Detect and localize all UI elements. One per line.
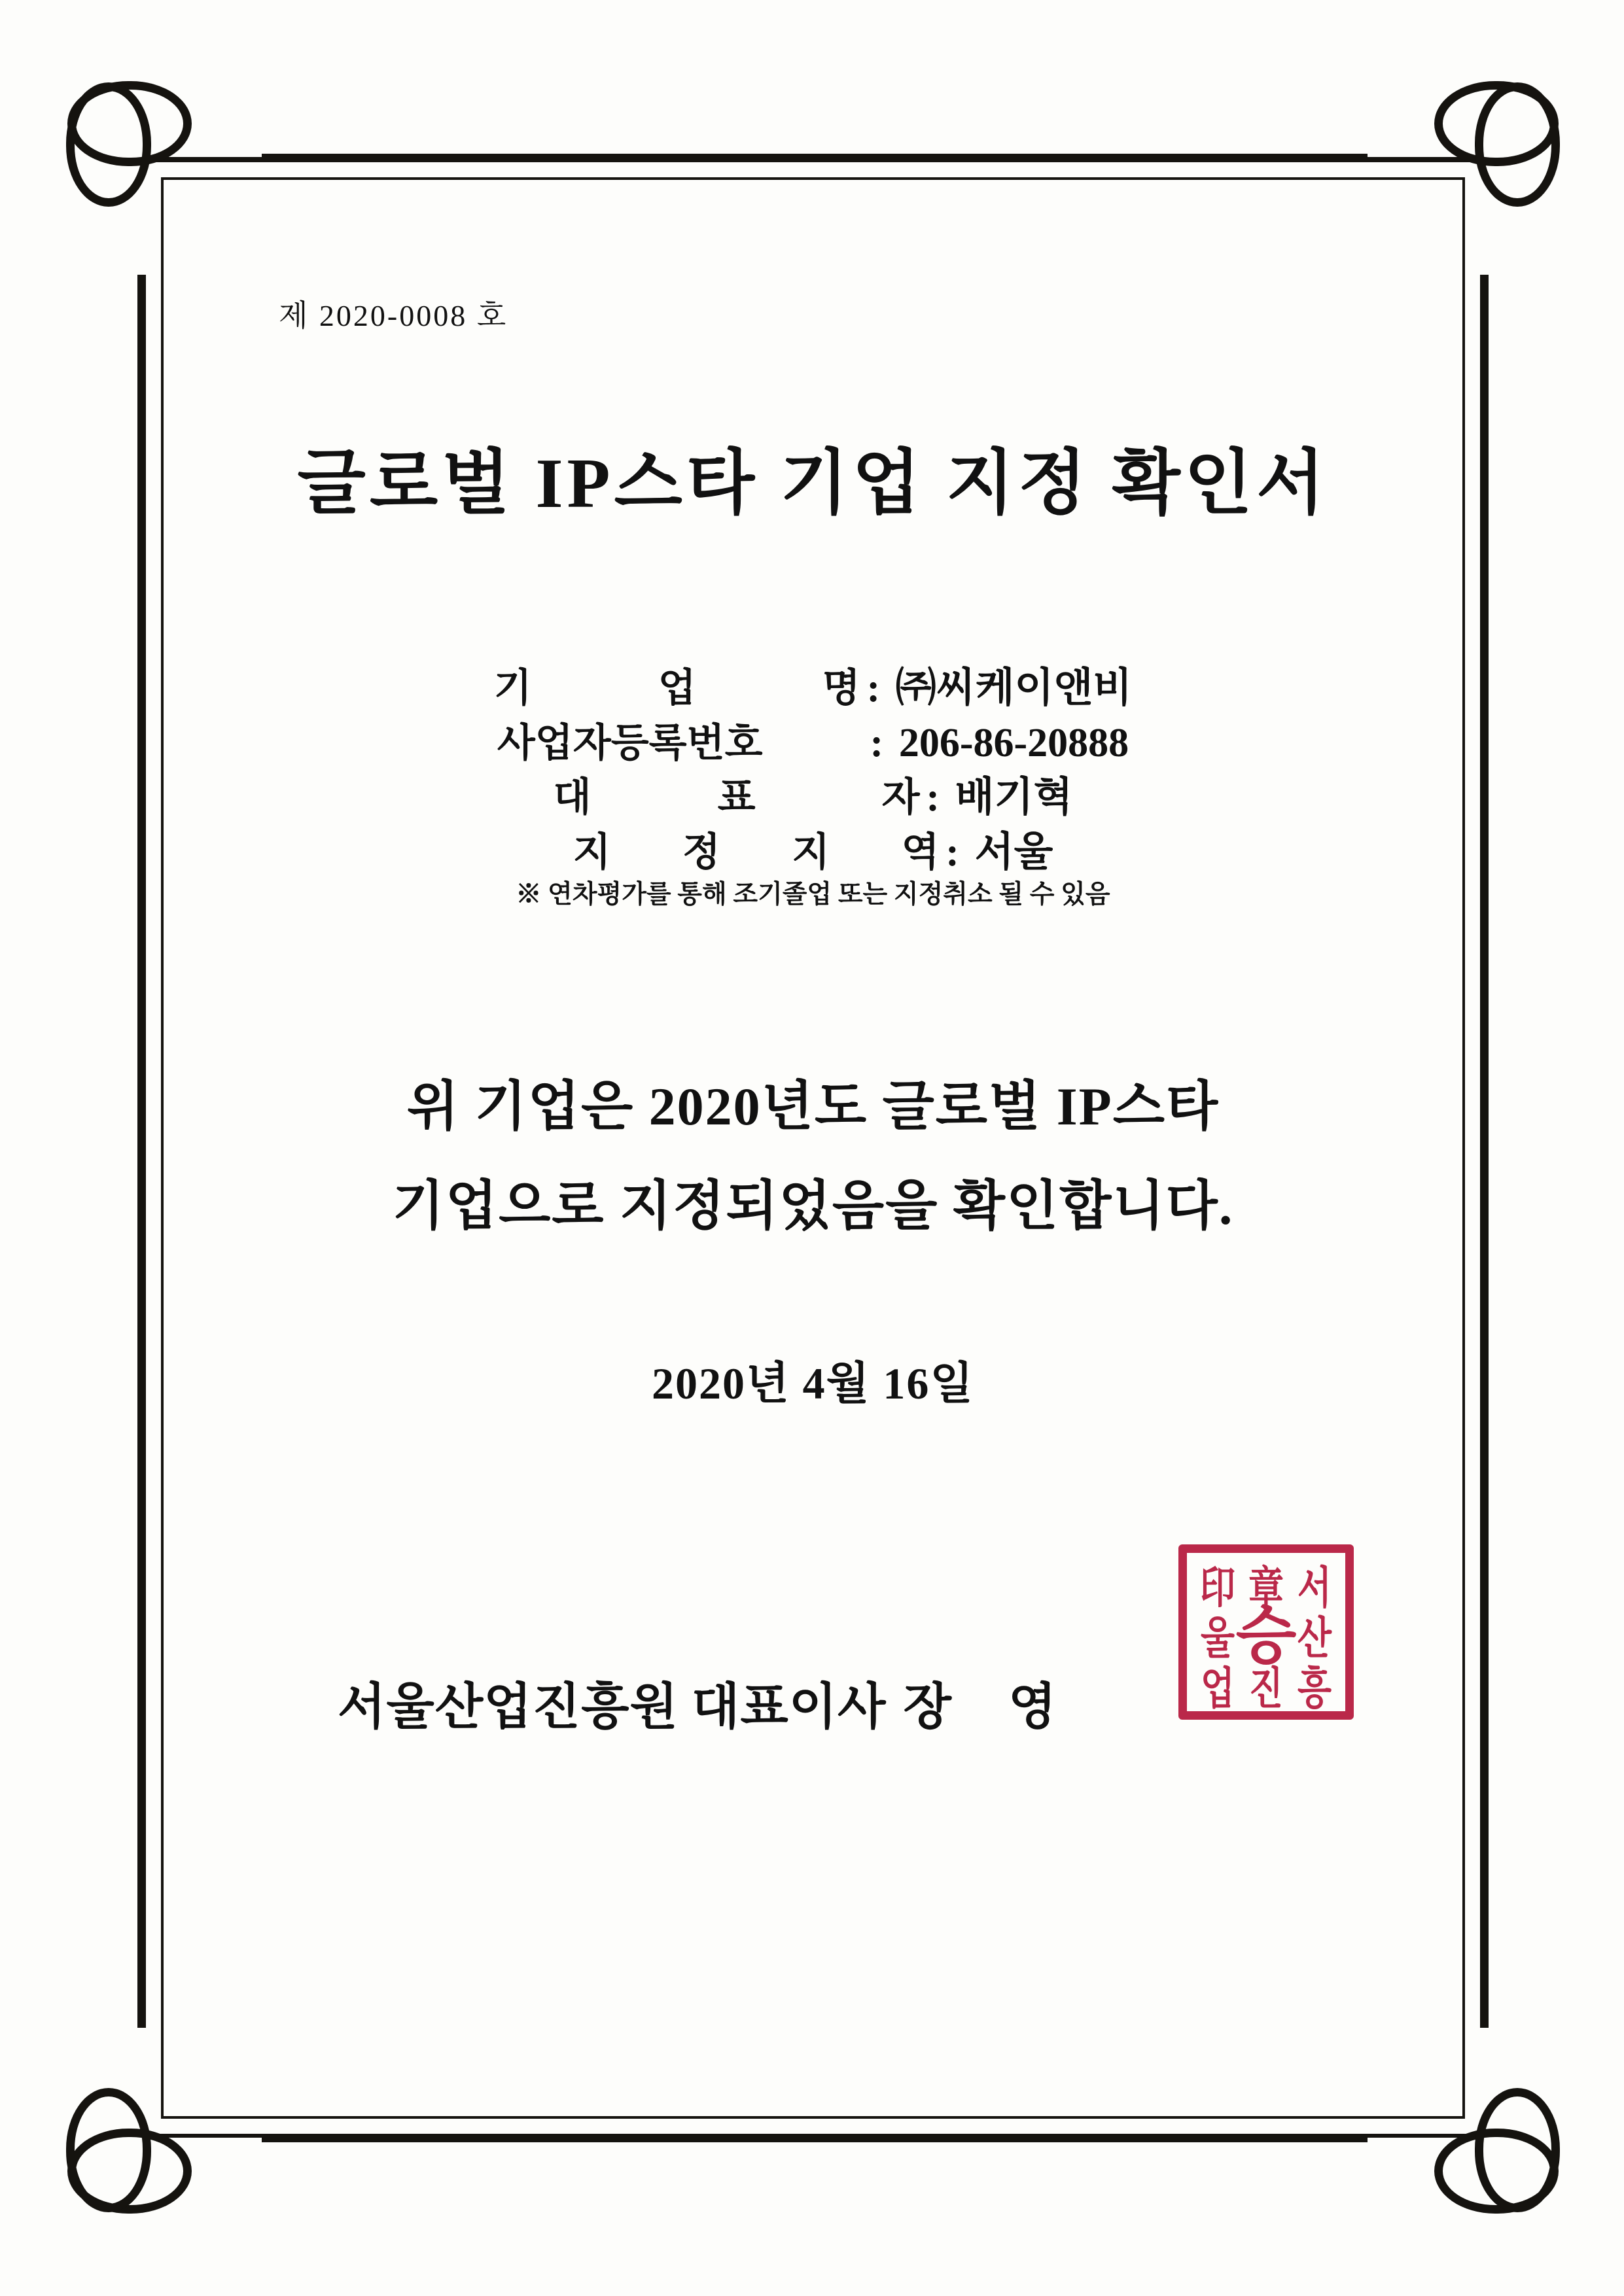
seal-char: 진 xyxy=(1248,1661,1284,1714)
certificate-title: 글로벌 IP스타 기업 지정 확인서 xyxy=(297,445,1329,523)
seal-char: 흥 xyxy=(1297,1661,1332,1714)
field-colon: : xyxy=(870,720,884,765)
body-line-2: 기업으로 지정되었음을 확인합니다. xyxy=(392,1175,1234,1236)
official-seal-stamp xyxy=(1178,1544,1354,1720)
field-value-business-number: 206-86-20888 xyxy=(898,720,1129,765)
field-colon: : xyxy=(926,775,940,820)
signature-line xyxy=(259,1610,1078,1795)
field-label: 지 정 지 역 xyxy=(573,831,940,875)
document-number: 제 2020-0008 호 xyxy=(279,299,508,332)
field-label: 대 표 자 xyxy=(553,776,920,820)
seal-char: 울 xyxy=(1200,1611,1235,1664)
body-line-1: 위 기업은 2020년도 글로벌 IP스타 xyxy=(406,1077,1220,1136)
certificate-content xyxy=(161,177,1465,2119)
seal-char: 업 xyxy=(1200,1661,1235,1714)
seal-char: 산 xyxy=(1297,1611,1332,1664)
certificate-body xyxy=(161,1057,1465,1255)
field-row-company-name xyxy=(494,661,1132,716)
field-label: 사업자등록번호 xyxy=(497,721,763,765)
field-value-region: 서울 xyxy=(974,830,1053,875)
seal-center-character: 승 xyxy=(1235,1600,1297,1671)
field-value-company-name: ㈜씨케이앤비 xyxy=(895,666,1133,710)
footnote: ※ 연차평가를 통해 조기졸업 또는 지정취소 될 수 있음 xyxy=(516,880,1110,909)
issue-date: 2020년 4월 16일 xyxy=(651,1359,975,1408)
field-colon: : xyxy=(866,666,881,710)
field-colon: : xyxy=(945,830,959,875)
seal-char: 印 xyxy=(1200,1561,1235,1614)
company-info-block xyxy=(161,661,1465,880)
signature-name: 장 영 xyxy=(903,1680,1079,1735)
field-value-representative: 배기혁 xyxy=(955,775,1073,820)
field-row-business-number xyxy=(497,716,1129,771)
seal-char: 章 xyxy=(1248,1561,1284,1614)
field-row-region xyxy=(573,826,1053,880)
field-label: 기 업 명 xyxy=(493,667,860,710)
signature-organization: 서울산업진흥원 대표이사 xyxy=(338,1680,887,1735)
seal-char: 서 xyxy=(1297,1561,1332,1614)
field-row-representative xyxy=(554,771,1073,826)
